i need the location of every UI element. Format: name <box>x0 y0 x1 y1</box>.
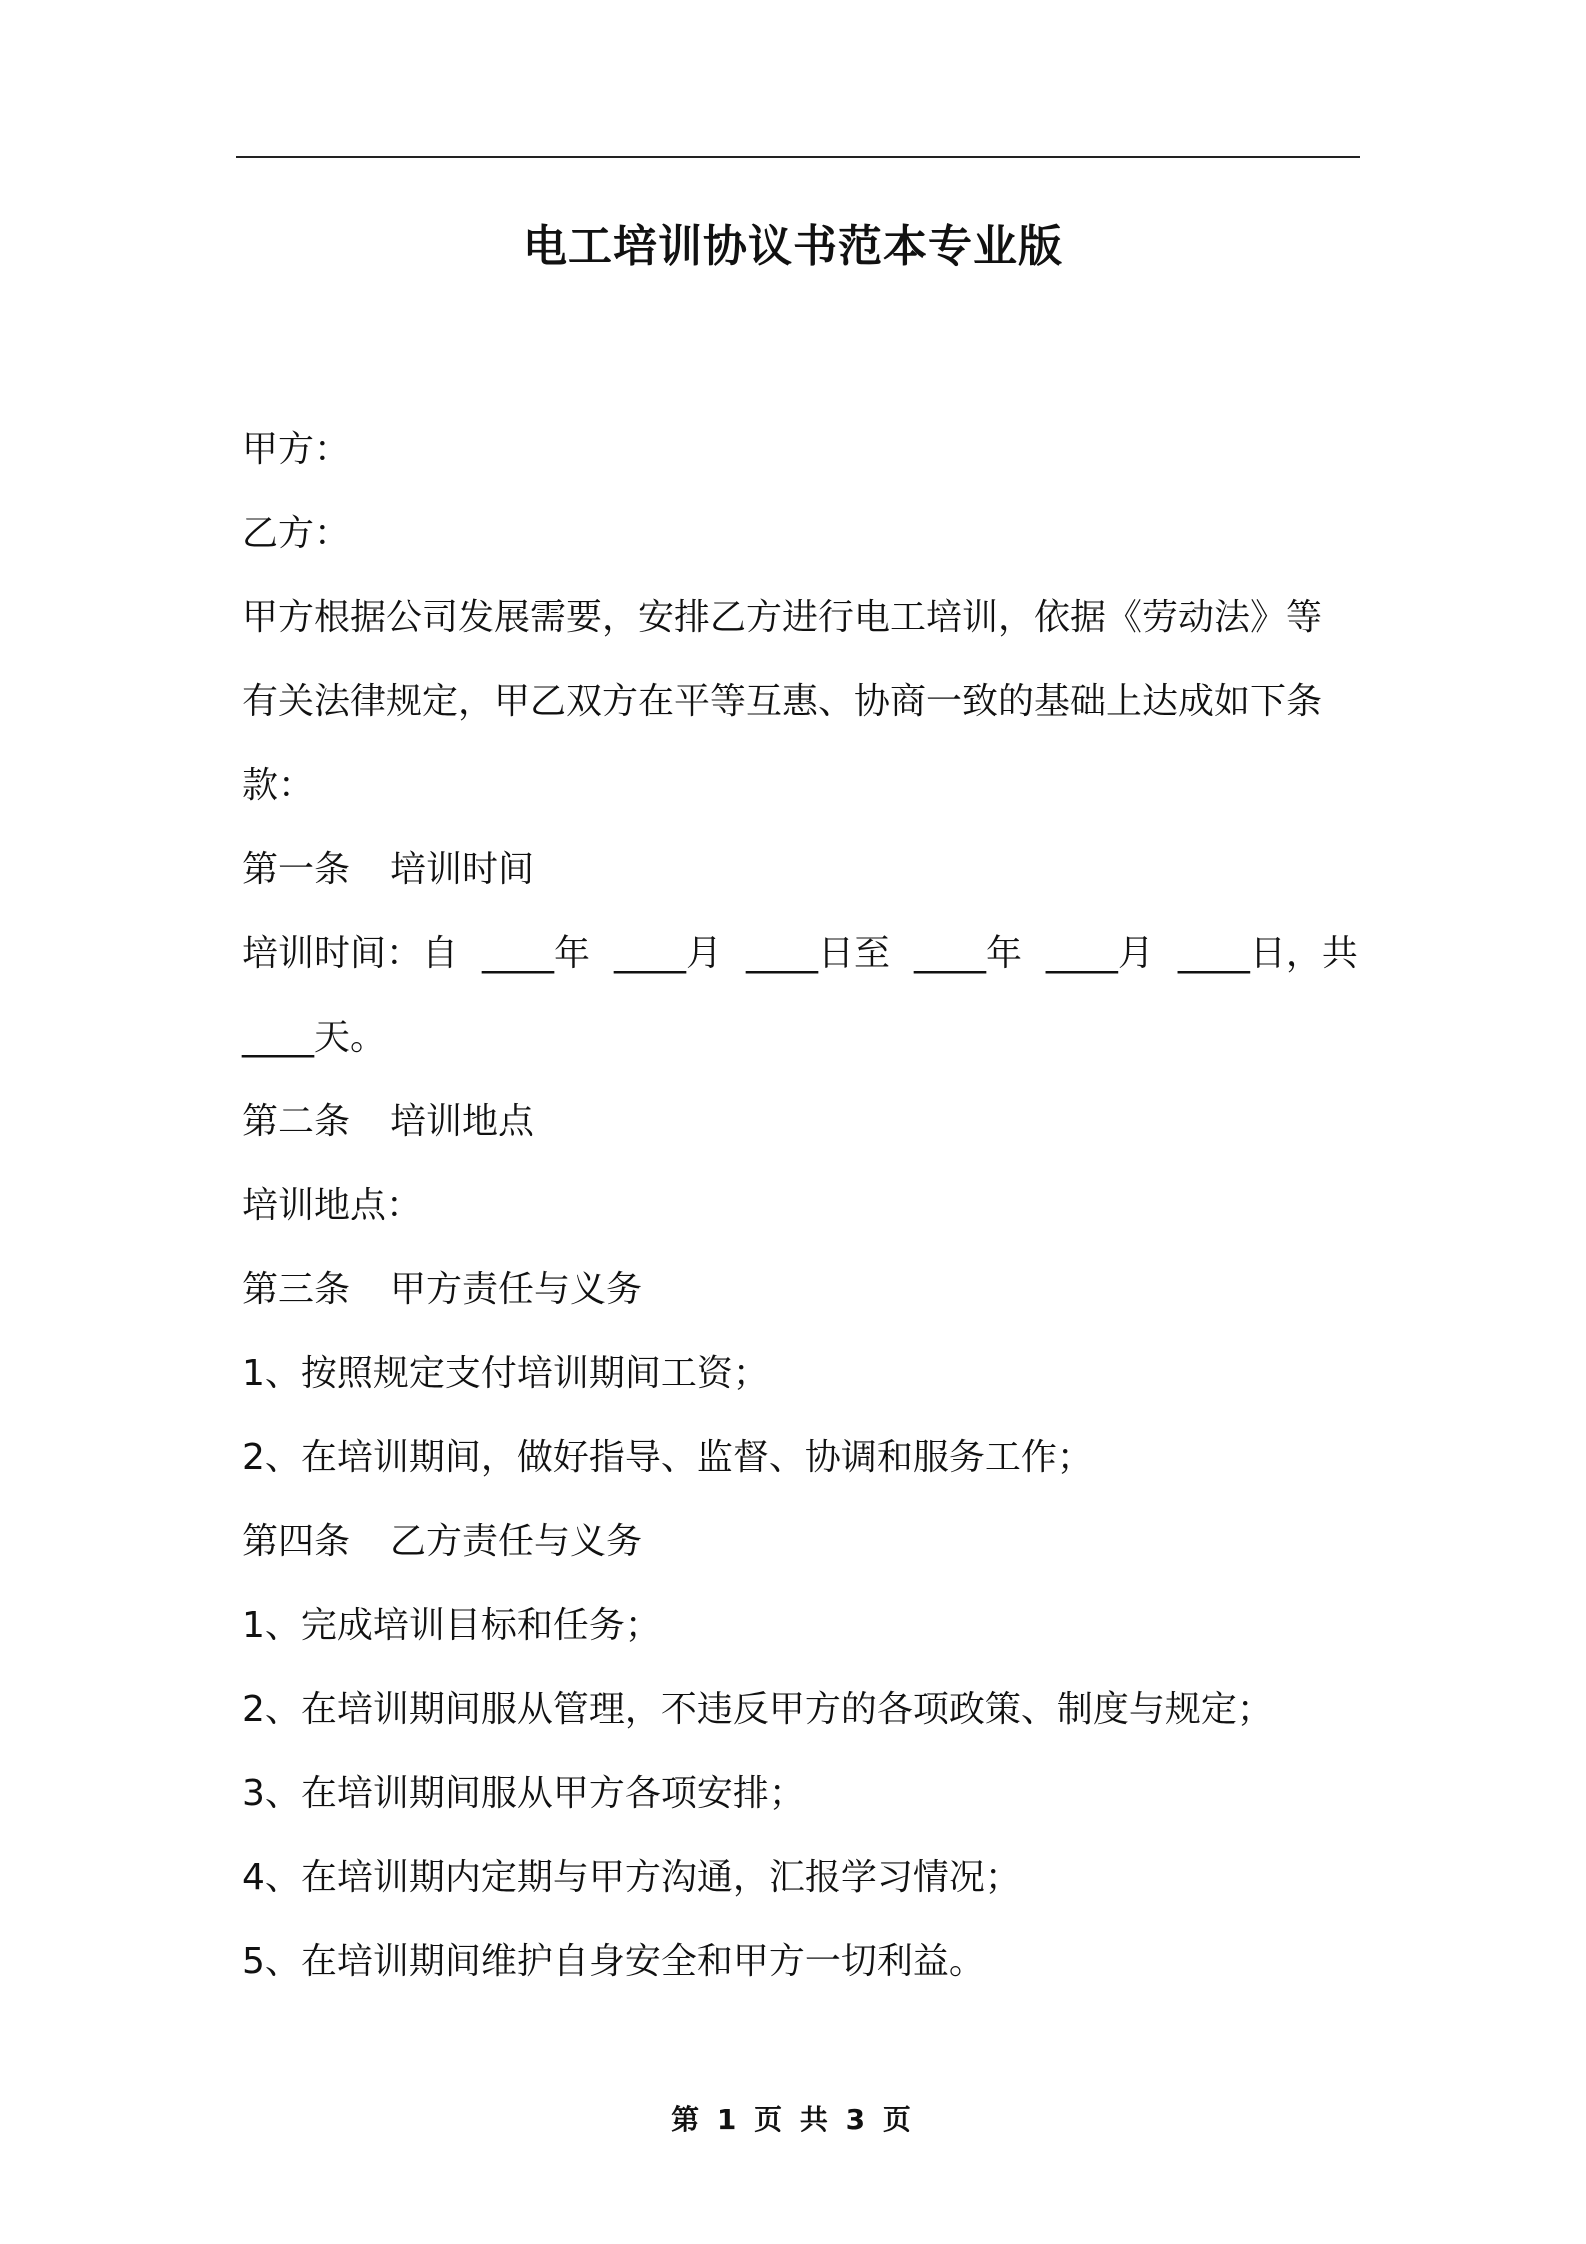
party-b-duty-2: 2、在培训期间服从管理，不违反甲方的各项政策、制度与规定； <box>242 1689 1273 1730</box>
header-rule <box>236 156 1360 158</box>
article-number: 第一条 <box>242 849 351 890</box>
training-time-label: 培训时间：自 <box>242 933 459 974</box>
intro-paragraph-line-1: 甲方根据公司发展需要，安排乙方进行电工培训，依据《劳动法》等 <box>242 597 1323 638</box>
article-4-heading <box>242 1500 1358 1584</box>
article-number: 第二条 <box>242 1101 351 1142</box>
article-title: 培训时间 <box>390 849 535 890</box>
training-place-line: 培训地点： <box>242 1185 423 1226</box>
intro-paragraph-line-3: 款： <box>242 765 315 806</box>
article-title: 甲方责任与义务 <box>390 1269 643 1310</box>
document-title: 电工培训协议书范本专业版 <box>523 221 1063 272</box>
party-b-duty-3: 3、在培训期间服从甲方各项安排； <box>242 1773 805 1814</box>
page-indicator: 第 1 页 共 3 页 <box>671 2103 915 2136</box>
article-title: 乙方责任与义务 <box>390 1521 643 1562</box>
article-title: 培训地点 <box>390 1101 535 1142</box>
party-b-duty-4: 4、在培训期内定期与甲方沟通，汇报学习情况； <box>242 1857 1021 1898</box>
blank-year-start: ____年 <box>481 933 590 974</box>
article-number: 第三条 <box>242 1269 351 1310</box>
blank-month-end: ____月 <box>1045 933 1154 974</box>
blank-day-start: ____日至 <box>745 933 890 974</box>
blank-year-end: ____年 <box>913 933 1022 974</box>
party-a-duty-1: 1、按照规定支付培训期间工资； <box>242 1353 769 1394</box>
blank-month-start: ____月 <box>613 933 722 974</box>
article-3-heading <box>242 1248 1358 1332</box>
party-a-line: 甲方： <box>242 429 351 470</box>
party-b-duty-5: 5、在培训期间维护自身安全和甲方一切利益。 <box>242 1941 985 1982</box>
article-1-heading <box>242 828 1358 912</box>
article-2-heading <box>242 1080 1358 1164</box>
party-a-duty-2: 2、在培训期间，做好指导、监督、协调和服务工作； <box>242 1437 1093 1478</box>
training-days-line: ____天。 <box>242 1017 387 1058</box>
party-b-duty-1: 1、完成培训目标和任务； <box>242 1605 661 1646</box>
article-number: 第四条 <box>242 1521 351 1562</box>
party-b-line: 乙方： <box>242 513 351 554</box>
intro-paragraph-line-2: 有关法律规定，甲乙双方在平等互惠、协商一致的基础上达成如下条 <box>242 681 1323 722</box>
document-body <box>242 408 1358 2004</box>
training-time-line <box>242 912 1358 996</box>
blank-day-end: ____日，共 <box>1177 933 1358 974</box>
